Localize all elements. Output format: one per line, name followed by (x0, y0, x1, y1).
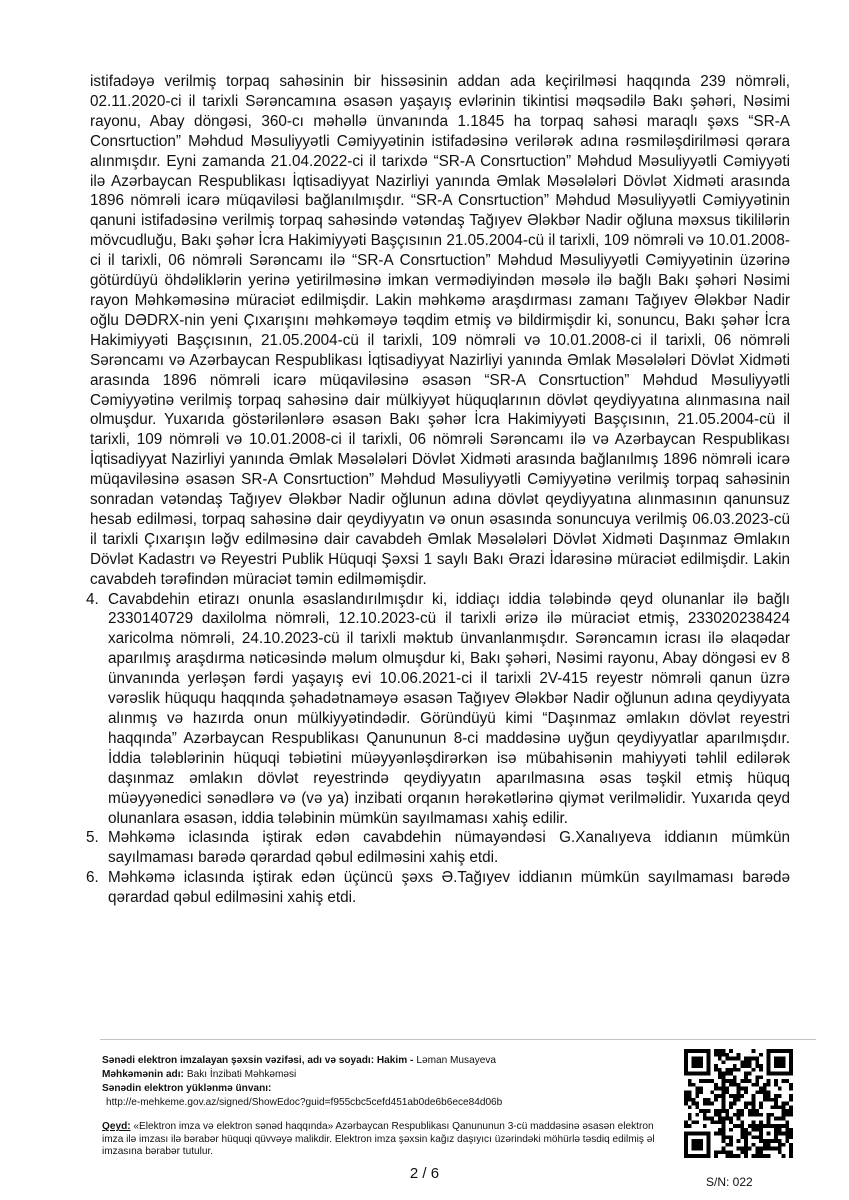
item-number: 5. (86, 829, 99, 847)
body-paragraph: istifadəyə verilmiş torpaq sahəsinin bir hissəsinin addan ada keçirilməsi haqqında 239 nömrəli, 02.11.2020-ci il tarixli Sərəncamına əsasən yaşayış evlərinin tikintisi məqsədilə Bakı şəhəri, Nəsimi rayonu, Abay döngəsi, 360-cı məhəllə ünvanında 1.1845 ha torpaq sahəsi maraqlı şəxs “SR-A Consrtuction” Məhdud Məsuliyyətli Cəmiyyətinin istifadəsinə verilərək adına rəsmiləşdirilməsi qərara alınmışdır. Eyni zamanda 21.04.2022-ci il tarixdə “SR-A Consrtuction” Məhdud Məsuliyyətli Cəmiyyəti ilə Azərbaycan Respublikası İqtisadiyyat Nazirliyi yanında Əmlak Məsələləri Dövlət Xidməti arasında 1896 nömrəli icarə müqaviləsi bağlanılmışdır. “SR-A Consrtuction” Məhdud Məsuliyyətli Cəmiyyətinin qanuni istifadəsinə verilmiş torpaq sahəsində vətəndaş Tağıyev Ələkbər Nadir oğluna məxsus tikililərin mövcudluğu, Bakı şəhər İcra Hakimiyyəti Başçısının 21.05.2004-cü il tarixli, 109 nömrəli və 10.01.2008-ci il tarixli, 06 nömrəli Sərəncamı ilə “SR-A Consrtuction” Məhdud Məsuliyyətli Cəmiyyətinin üzərinə götürdüyü öhdəliklərin yerinə yetirilməsinə imkan vermədiyindən məsələ ilə bağlı Bakı şəhəri Nəsimi rayon Məhkəməsinə müraciət edilmişdir. Lakin məhkəmə araşdırması zamanı Tağıyev Ələkbər Nadir oğlu DƏDRX-nin yeni Çıxarışını məhkəməyə təqdim etmiş və bildirmişdir ki, sonuncu, Bakı şəhər İcra Hakimiyyəti Başçısının, 21.05.2004-cü il tarixli, 109 nömrəli və 10.01.2008-ci il tarixli, 06 nömrəli Sərəncamı və Azərbaycan Respublikası İqtisadiyyat Nazirliyi yanında Əmlak Məsələləri Dövlət Xidməti arasında 1896 nömrəli icarə müqaviləsinə əsasən “SR-A Consrtuction” Məhdud Məsuliyyətli Cəmiyyətinə verilmiş torpaq sahəsinə dair mülkiyyət hüquqlarının dövlət qeydiyyatına alınmasına nail olmuşdur. Yuxarıda göstərilənlərə əsasən Bakı şəhər İcra Hakimiyyəti Başçısının, 21.05.2004-cü il tarixli, 109 nömrəli və 10.01.2008-ci il tarixli, 06 nömrəli Sərəncamı ilə və Azərbaycan Respublikası İqtisadiyyat Nazirliyi yanında Əmlak Məsələləri Dövlət Xidməti arasında bağlanılmış 1896 nömrəli icarə müqaviləsinə əsasən SR-A Consrtuction” Məhdud Məsuliyyətli Cəmiyyətinə verilmiş torpaq sahəsinin sonradan vətəndaş Tağıyev Ələkbər Nadir oğlunun adına dövlət qeydiyyatına alınmasının qanunsuz hesab edilməsi, torpaq sahəsinə dair qeydiyyatın və onun əsasında sonuncuya verilmiş 06.03.2023-cü il tarixli Çıxarışın ləğv edilməsinə dair cavabdeh Əmlak Məsələləri Dövlət Xidməti Daşınmaz Əmlakın Dövlət Kadastrı və Reyestri Publik Hüquqi Şəxsi 1 saylı Bakı Ərazi İdarəsinə müraciət edilmişdir. Lakin cavabdeh tərəfindən müraciət təmin edilməmişdir. (90, 73, 790, 588)
item-number: 4. (86, 590, 99, 608)
item-text: Cavabdehin etirazı onunla əsaslandırılmışdır ki, iddiaçı iddia tələbində qeyd olunanlar ilə bağlı 2330140729 daxilolma nömrəli, 12.10.2023-cü il tarixli ərizə ilə müraciət etmiş, 233020238424 xaricolma nömrəli, 24.10.2023-cü il tarixli məktub ünvanlanmışdır. Sərəncamın icrası ilə əlaqədar aparılmış araşdırma nəticəsində məlum olmuşdur ki, Bakı şəhəri, Nəsimi rayonu, Abay döngəsi ev 8 ünvanında yerləşən fərdi yaşayış evi 10.06.2021-ci il tarixli 2V-415 reyestr nömrəli qanun üzrə vərəslik hüququ haqqında şəhadətnaməyə əsasən Tağıyev Ələkbər Nadir oğlunun adına qeydiyyata alınmış və hazırda onun mülkiyyətindədir. Göründüyü kimi “Daşınmaz əmlakın dövlət reyestri haqqında” Azərbaycan Respublikası Qanununun 8-ci maddəsinə uyğun qeydiyyatlar aparılmışdır. İddia tələblərinin hüquqi təbiətini müəyyənləşdirərkən isə mübahisənin mahiyyəti təhlil edilərək daşınmaz əmlakın dövlət reyestrində qeydiyyatın aparılmasına əsas təşkil etmiş hüquq müəyyənedici sənədlərə və (və ya) inzibati orqanın hərəkətlərinə qiymət verilməlidir. Yuxarıda qeyd olunanlara əsasən, iddia tələbinin mümkün sayılmaması xahiş edilir. (108, 590, 790, 827)
numbered-item (86, 868, 790, 908)
footer-divider (100, 1039, 816, 1040)
item-number: 6. (86, 869, 99, 887)
item-text: Məhkəmə iclasında iştirak edən cavabdehin nümayəndəsi G.Xanalıyeva iddianın mümkün sayılmaması barədə qərardad qəbul edilməsini xahiş etdi. (108, 829, 790, 867)
serial-number: S/N: 022 (706, 1175, 753, 1189)
signer-name: Ləman Musayeva (416, 1055, 497, 1066)
court-name: Bakı İnzibati Məhkəməsi (186, 1068, 297, 1080)
note-label: Qeyd: (102, 1121, 131, 1133)
signature-footer (102, 1055, 674, 1160)
url-label-row (102, 1083, 674, 1096)
signer-label: Sənədi elektron imzalayan şəxsin vəzifəsi, adı və soyadı: Hakim - (102, 1055, 414, 1066)
document-body (86, 72, 790, 908)
legal-note (102, 1121, 674, 1159)
url-row (102, 1097, 674, 1110)
signer-row (102, 1055, 674, 1068)
court-row (102, 1069, 674, 1082)
court-label: Məhkəmənin adı: (102, 1068, 184, 1080)
document-url[interactable]: http://e-mehkeme.gov.az/signed/ShowEdoc?guid=f955cbc5cefd451ab0de6b6ece84d06b (106, 1096, 503, 1108)
numbered-item (86, 828, 790, 868)
qr-code-icon[interactable] (684, 1049, 793, 1158)
numbered-item (86, 590, 790, 829)
url-label: Sənədin elektron yüklənmə ünvanı: (102, 1082, 272, 1094)
page-number: 2 / 6 (409, 1165, 440, 1182)
note-text: «Elektron imza və elektron sənəd haqqında» Azərbaycan Respublikası Qanununun 3-cü maddəsinə əsasən elektron imza ilə imzası ilə bərabər hüquqi qüvvəyə malikdir. Elektron imza şəxsin kağız daşıyıcı üzərindəki möhürlə təsdiq edilmiş əl imzasına bərabər tutulur. (102, 1121, 655, 1158)
item-text: Məhkəmə iclasında iştirak edən üçüncü şəxs Ə.Tağıyev iddianın mümkün sayılmaması barədə qərardad qəbul edilməsini xahiş etdi. (108, 869, 790, 907)
